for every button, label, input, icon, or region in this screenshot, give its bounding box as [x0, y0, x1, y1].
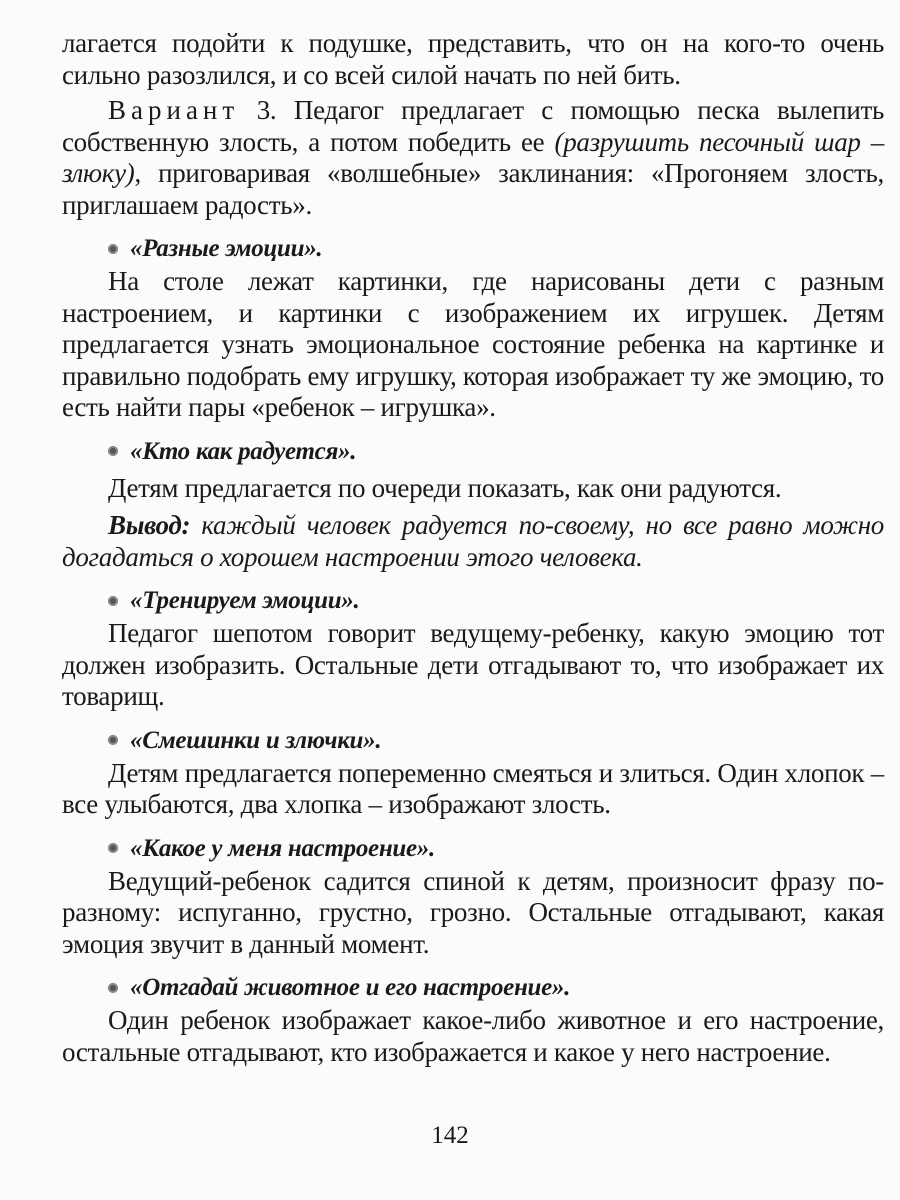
- game-title: «Отгадай животное и его настроение».: [130, 974, 571, 1001]
- game-description: Один ребенок изображает какое-либо животное и его настроение, остальные отгадывают, кто изображается и какое у него настроение.: [62, 1005, 884, 1067]
- game-description: Ведущий-ребенок садится спиной к детям, произносит фразу по-разному: испуганно, грустно, грозно. Остальные отгадывают, какая эмоция звучит в данный момент.: [62, 865, 884, 959]
- game-description: Педагог шепотом говорит ведущему-ребенку, какую эмоцию тот должен изобразить. Остальные дети отгадывают то, что изображает их товарищ.: [62, 618, 884, 711]
- game-heading: [108, 833, 884, 864]
- game-description: На столе лежат картинки, где нарисованы дети с разным настроением, и картинки с изображением их игрушек. Детям предлагается узнать эмоциональное состояние ребенка на картинке и правильно подобрать ему игрушку, которая изображает ту же эмоцию, то есть найти пары «ребенок – игрушка».: [62, 266, 884, 422]
- bullet-icon: [108, 446, 118, 456]
- variant-label: Вариант: [108, 95, 240, 125]
- game-description: Детям предлагается по очереди показать, как они радуются.: [108, 472, 782, 503]
- game-title: «Разные эмоции».: [130, 235, 323, 262]
- game-title: «Кто как радуется».: [130, 437, 357, 465]
- game-heading: [108, 233, 884, 264]
- bullet-icon: [108, 596, 118, 606]
- variant-text-after: , приговаривая «волшебные» заклинания: «Прогоняем злость, приглашаем радость».: [62, 158, 884, 220]
- game-title: «Тренируем эмоции».: [130, 587, 360, 614]
- game-heading: [108, 972, 884, 1003]
- page-number: 142: [431, 1122, 469, 1149]
- game-heading: [108, 436, 884, 467]
- variant-3-paragraph: [62, 95, 884, 221]
- bullet-icon: [108, 244, 118, 254]
- bullet-icon: [108, 983, 118, 993]
- game-title: «Какое у меня настроение».: [130, 834, 435, 862]
- book-page: [62, 28, 884, 1068]
- variant-number: 3.: [256, 95, 277, 125]
- game-title: «Смешинки и злючки».: [130, 726, 382, 754]
- conclusion-text: каждый человек радуется по-своему, но все равно можно догадаться о хорошем настроении этого человека.: [62, 510, 884, 572]
- conclusion-label: Вывод:: [108, 510, 191, 540]
- game-description: Детям предлагается попеременно смеяться и злиться. Один хлопок – все улыбаются, два хлопка – изображают злость.: [62, 757, 884, 819]
- game-heading: [108, 725, 884, 756]
- game-heading: [108, 585, 884, 616]
- intro-paragraph: лагается подойти к подушке, представить, что он на кого-то очень сильно разозлился, и со всей силой начать по ней бить.: [62, 28, 884, 90]
- variant-text-before: Педагог предлагает с помощью песка вылепить собственную злость, а потом победить ее: [62, 95, 884, 157]
- variant-italic-note: (разрушить песочный шар – злюку): [62, 126, 884, 188]
- game-conclusion: [62, 510, 884, 573]
- bullet-icon: [108, 843, 118, 853]
- bullet-icon: [108, 735, 118, 745]
